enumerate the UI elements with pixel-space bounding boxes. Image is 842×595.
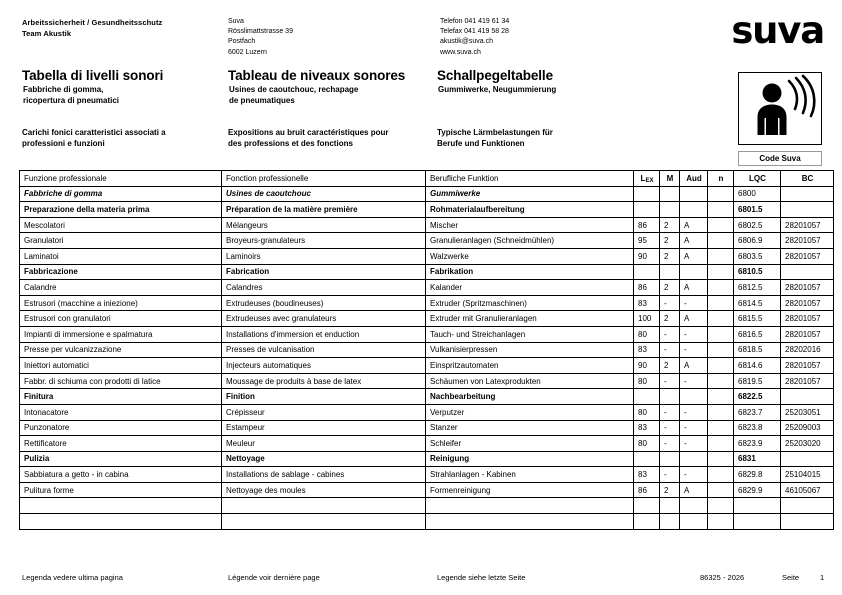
cell-lqc: 6814.6	[734, 358, 781, 374]
cell-bc: 28201057	[781, 326, 834, 342]
cell-italian	[20, 498, 222, 514]
cell-italian: Intonacatore	[20, 404, 222, 420]
cell-n	[708, 498, 734, 514]
title-main-italian: Tabella di livelli sonori	[22, 68, 164, 83]
footer-legend-italian: Legenda vedere ultima pagina	[22, 573, 123, 582]
cell-m	[660, 498, 680, 514]
cell-lqc: 6816.5	[734, 326, 781, 342]
table-row	[20, 482, 834, 498]
table-row	[20, 514, 834, 530]
cell-aud	[680, 451, 708, 467]
cell-french: Estampeur	[222, 420, 426, 436]
address-pobox: Postfach	[228, 38, 256, 46]
table-row	[20, 358, 834, 374]
cell-german: Walzwerke	[426, 248, 634, 264]
description-italian-line2: professioni e funzioni	[22, 138, 105, 148]
cell-m: -	[660, 436, 680, 452]
cell-german	[426, 498, 634, 514]
cell-french: Préparation de la matière première	[222, 202, 426, 218]
cell-m: 2	[660, 482, 680, 498]
cell-italian: Estrusori con granulatori	[20, 311, 222, 327]
cell-m: 2	[660, 311, 680, 327]
cell-bc	[781, 186, 834, 202]
sound-level-table	[19, 170, 834, 530]
cell-n	[708, 451, 734, 467]
cell-aud: -	[680, 404, 708, 420]
table-row	[20, 295, 834, 311]
cell-n	[708, 342, 734, 358]
description-french	[228, 128, 438, 149]
header-organisation	[22, 17, 162, 39]
cell-n	[708, 202, 734, 218]
code-suva-label: Code Suva	[738, 151, 822, 166]
contact-website[interactable]: www.suva.ch	[440, 48, 481, 56]
table-row	[20, 404, 834, 420]
cell-german: Nachbearbeitung	[426, 389, 634, 405]
footer-document-code: 86325 - 2026	[700, 573, 745, 582]
cell-bc: 28201057	[781, 311, 834, 327]
cell-lqc: 6823.8	[734, 420, 781, 436]
cell-aud	[680, 389, 708, 405]
cell-german: Stanzer	[426, 420, 634, 436]
cell-bc: 46105067	[781, 482, 834, 498]
cell-aud: A	[680, 280, 708, 296]
cell-lex: 80	[634, 436, 660, 452]
cell-french: Installations de sablage - cabines	[222, 467, 426, 483]
cell-italian: Laminatoi	[20, 248, 222, 264]
table-row	[20, 280, 834, 296]
column-header-lex	[634, 171, 660, 187]
cell-french: Calandres	[222, 280, 426, 296]
footer-page-number: 1	[820, 573, 825, 582]
table-row	[20, 202, 834, 218]
cell-italian: Granulatori	[20, 233, 222, 249]
cell-aud: A	[680, 248, 708, 264]
description-german	[437, 128, 647, 149]
cell-german: Schäumen von Latexprodukten	[426, 373, 634, 389]
cell-n	[708, 186, 734, 202]
cell-italian: Sabbiatura a getto - in cabina	[20, 467, 222, 483]
cell-german: Strahlanlagen - Kabinen	[426, 467, 634, 483]
footer-legend-german: Legende siehe letzte Seite	[437, 573, 526, 582]
cell-lqc	[734, 514, 781, 530]
cell-german: Tauch- und Streichanlagen	[426, 326, 634, 342]
cell-french: Installations d'immersion et enduction	[222, 326, 426, 342]
cell-german: Vulkanisierpressen	[426, 342, 634, 358]
cell-bc: 28201057	[781, 373, 834, 389]
cell-n	[708, 514, 734, 530]
cell-n	[708, 420, 734, 436]
cell-german: Extruder (Spritzmaschinen)	[426, 295, 634, 311]
cell-italian: Rettificatore	[20, 436, 222, 452]
cell-bc: 28201057	[781, 295, 834, 311]
cell-bc: 28201057	[781, 280, 834, 296]
table-row	[20, 498, 834, 514]
cell-m: -	[660, 295, 680, 311]
title-block-italian	[22, 68, 222, 106]
lex-subscript: EX	[645, 178, 654, 185]
title-sub1-french: Usines de caoutchouc, rechapage	[229, 85, 359, 94]
cell-lex: 86	[634, 217, 660, 233]
cell-lex: 100	[634, 311, 660, 327]
table-row	[20, 373, 834, 389]
cell-n	[708, 295, 734, 311]
cell-french	[222, 514, 426, 530]
cell-french: Nettoyage des moules	[222, 482, 426, 498]
cell-m	[660, 514, 680, 530]
cell-lqc: 6801.5	[734, 202, 781, 218]
cell-french: Moussage de produits à base de latex	[222, 373, 426, 389]
cell-aud: -	[680, 420, 708, 436]
cell-lqc: 6812.5	[734, 280, 781, 296]
cell-lex	[634, 202, 660, 218]
table-header-row	[20, 171, 834, 187]
cell-italian: Fabbriche di gomma	[20, 186, 222, 202]
cell-m: -	[660, 420, 680, 436]
cell-lqc	[734, 498, 781, 514]
cell-n	[708, 264, 734, 280]
cell-lex: 83	[634, 342, 660, 358]
table-row	[20, 420, 834, 436]
cell-bc: 25104015	[781, 467, 834, 483]
cell-lqc: 6806.9	[734, 233, 781, 249]
cell-lex	[634, 514, 660, 530]
cell-french: Meuleur	[222, 436, 426, 452]
cell-n	[708, 482, 734, 498]
table-row	[20, 217, 834, 233]
cell-n	[708, 436, 734, 452]
cell-bc: 25203051	[781, 404, 834, 420]
cell-lex: 80	[634, 404, 660, 420]
cell-n	[708, 326, 734, 342]
cell-italian: Mescolatori	[20, 217, 222, 233]
cell-aud	[680, 498, 708, 514]
cell-aud: A	[680, 233, 708, 249]
cell-german: Einspritzautomaten	[426, 358, 634, 374]
cell-lex	[634, 498, 660, 514]
cell-italian: Pulitura forme	[20, 482, 222, 498]
cell-french: Extrudeuses avec granulateurs	[222, 311, 426, 327]
cell-lex: 95	[634, 233, 660, 249]
cell-french: Laminoirs	[222, 248, 426, 264]
cell-m	[660, 389, 680, 405]
cell-lex: 83	[634, 467, 660, 483]
cell-m: -	[660, 373, 680, 389]
table-row	[20, 342, 834, 358]
column-header-aud: Aud	[680, 171, 708, 187]
description-french-line1: Expositions au bruit caractéristiques pour	[228, 128, 389, 137]
cell-n	[708, 280, 734, 296]
description-french-line2: des professions et des fonctions	[228, 138, 353, 148]
cell-lex	[634, 389, 660, 405]
table-row	[20, 326, 834, 342]
cell-lqc: 6815.5	[734, 311, 781, 327]
column-header-bc: BC	[781, 171, 834, 187]
cell-french: Injecteurs automatiques	[222, 358, 426, 374]
address-city: 6002 Luzern	[228, 48, 267, 56]
description-italian-line1: Carichi fonici caratteristici associati a	[22, 128, 166, 137]
cell-lqc: 6800	[734, 186, 781, 202]
cell-lqc: 6803.5	[734, 248, 781, 264]
cell-lqc: 6802.5	[734, 217, 781, 233]
cell-italian: Impianti di immersione e spalmatura	[20, 326, 222, 342]
cell-m: 2	[660, 358, 680, 374]
cell-french: Extrudeuses (boudineuses)	[222, 295, 426, 311]
cell-italian: Fabbr. di schiuma con prodotti di latice	[20, 373, 222, 389]
cell-aud	[680, 264, 708, 280]
cell-italian: Iniettori automatici	[20, 358, 222, 374]
cell-lqc: 6819.5	[734, 373, 781, 389]
table-row	[20, 233, 834, 249]
table-row	[20, 451, 834, 467]
cell-german: Kalander	[426, 280, 634, 296]
cell-m: 2	[660, 233, 680, 249]
sound-level-table-wrapper	[19, 170, 823, 530]
header-org-line1: Arbeitssicherheit / Gesundheitsschutz	[22, 18, 163, 27]
cell-aud: -	[680, 373, 708, 389]
cell-lqc: 6823.9	[734, 436, 781, 452]
cell-m: -	[660, 467, 680, 483]
address-street: Rösslimattstrasse 39	[228, 28, 293, 36]
cell-german: Rohmaterialaufbereitung	[426, 202, 634, 218]
cell-bc	[781, 389, 834, 405]
cell-lex: 83	[634, 295, 660, 311]
suva-logo: suva	[731, 9, 824, 52]
title-block-french	[228, 68, 433, 106]
column-header-italian: Funzione professionale	[20, 171, 222, 187]
noise-exposure-person-icon	[738, 72, 822, 145]
cell-m	[660, 186, 680, 202]
contact-email[interactable]: akustik@suva.ch	[440, 38, 494, 46]
cell-bc	[781, 451, 834, 467]
contact-phone: Telefon 041 419 61 34	[440, 18, 510, 25]
header-address	[228, 17, 293, 58]
cell-italian: Presse per vulcanizzazione	[20, 342, 222, 358]
cell-lex: 86	[634, 482, 660, 498]
cell-german: Fabrikation	[426, 264, 634, 280]
cell-m: -	[660, 342, 680, 358]
cell-m	[660, 451, 680, 467]
cell-french: Nettoyage	[222, 451, 426, 467]
cell-french: Broyeurs-granulateurs	[222, 233, 426, 249]
footer-page-label: Seite	[782, 573, 800, 582]
contact-fax: Telefax 041 419 58 28	[440, 28, 509, 36]
cell-aud	[680, 202, 708, 218]
cell-french	[222, 498, 426, 514]
column-header-german: Berufliche Funktion	[426, 171, 634, 187]
cell-n	[708, 373, 734, 389]
cell-italian: Finitura	[20, 389, 222, 405]
cell-aud: A	[680, 217, 708, 233]
table-row	[20, 264, 834, 280]
cell-lqc: 6831	[734, 451, 781, 467]
cell-bc: 28201057	[781, 248, 834, 264]
cell-french: Fabrication	[222, 264, 426, 280]
table-body	[20, 186, 834, 530]
cell-lex	[634, 451, 660, 467]
cell-lex	[634, 186, 660, 202]
cell-m: 2	[660, 217, 680, 233]
column-header-n: n	[708, 171, 734, 187]
cell-lex: 80	[634, 373, 660, 389]
table-row	[20, 186, 834, 202]
cell-german	[426, 514, 634, 530]
cell-lqc: 6829.9	[734, 482, 781, 498]
cell-bc: 25209003	[781, 420, 834, 436]
description-italian	[22, 128, 227, 149]
cell-bc: 28201057	[781, 217, 834, 233]
cell-german: Mischer	[426, 217, 634, 233]
cell-aud: -	[680, 326, 708, 342]
cell-german: Verputzer	[426, 404, 634, 420]
cell-bc: 28202016	[781, 342, 834, 358]
cell-lqc: 6823.7	[734, 404, 781, 420]
cell-lqc: 6814.5	[734, 295, 781, 311]
cell-italian	[20, 514, 222, 530]
cell-n	[708, 217, 734, 233]
cell-aud	[680, 186, 708, 202]
cell-lqc: 6810.5	[734, 264, 781, 280]
column-header-french: Fonction professionelle	[222, 171, 426, 187]
cell-bc: 25203020	[781, 436, 834, 452]
cell-m	[660, 202, 680, 218]
cell-french: Finition	[222, 389, 426, 405]
cell-aud	[680, 514, 708, 530]
description-german-line1: Typische Lärmbelastungen für	[437, 128, 553, 137]
cell-italian: Punzonatore	[20, 420, 222, 436]
cell-lex: 90	[634, 248, 660, 264]
table-row	[20, 436, 834, 452]
cell-bc	[781, 514, 834, 530]
cell-german: Reinigung	[426, 451, 634, 467]
cell-lqc: 6829.8	[734, 467, 781, 483]
table-row	[20, 389, 834, 405]
column-header-lqc: LQC	[734, 171, 781, 187]
cell-bc	[781, 264, 834, 280]
cell-n	[708, 233, 734, 249]
cell-french: Presses de vulcanisation	[222, 342, 426, 358]
title-main-german: Schallpegeltabelle	[437, 68, 553, 83]
title-sub1-german: Gummiwerke, Neugummierung	[438, 85, 557, 94]
cell-m: -	[660, 326, 680, 342]
cell-italian: Fabbricazione	[20, 264, 222, 280]
column-header-m: M	[660, 171, 680, 187]
cell-bc: 28201057	[781, 233, 834, 249]
cell-m: 2	[660, 280, 680, 296]
table-row	[20, 311, 834, 327]
cell-german: Formenreinigung	[426, 482, 634, 498]
cell-m: 2	[660, 248, 680, 264]
cell-french: Mélangeurs	[222, 217, 426, 233]
cell-aud: A	[680, 311, 708, 327]
cell-german: Granulieranlagen (Schneidmühlen)	[426, 233, 634, 249]
title-block-german	[437, 68, 647, 96]
cell-aud: -	[680, 467, 708, 483]
cell-n	[708, 389, 734, 405]
lex-base: L	[640, 173, 646, 183]
title-sub1-italian: Fabbriche di gomma,	[23, 85, 104, 94]
cell-lex: 86	[634, 280, 660, 296]
cell-aud: -	[680, 436, 708, 452]
cell-m	[660, 264, 680, 280]
cell-lex: 90	[634, 358, 660, 374]
cell-lex: 83	[634, 420, 660, 436]
cell-bc	[781, 498, 834, 514]
cell-n	[708, 467, 734, 483]
cell-n	[708, 358, 734, 374]
cell-n	[708, 248, 734, 264]
footer-legend-french: Légende voir dernière page	[228, 573, 320, 582]
header-org-line2: Team Akustik	[22, 29, 72, 38]
title-main-french: Tableau de niveaux sonores	[228, 68, 406, 83]
address-company: Suva	[228, 18, 244, 25]
cell-aud: A	[680, 358, 708, 374]
cell-french: Usines de caoutchouc	[222, 186, 426, 202]
cell-aud: -	[680, 295, 708, 311]
cell-lex	[634, 264, 660, 280]
cell-n	[708, 311, 734, 327]
cell-italian: Pulizia	[20, 451, 222, 467]
cell-german: Gummiwerke	[426, 186, 634, 202]
cell-aud: -	[680, 342, 708, 358]
cell-bc: 28201057	[781, 358, 834, 374]
table-row	[20, 248, 834, 264]
title-sub2-italian: ricopertura di pneumatici	[23, 95, 120, 105]
cell-lqc: 6822.5	[734, 389, 781, 405]
cell-aud: A	[680, 482, 708, 498]
cell-italian: Preparazione della materia prima	[20, 202, 222, 218]
header-contact	[440, 17, 509, 58]
cell-m: -	[660, 404, 680, 420]
cell-lqc: 6818.5	[734, 342, 781, 358]
cell-italian: Estrusori (macchine a iniezione)	[20, 295, 222, 311]
cell-bc	[781, 202, 834, 218]
table-row	[20, 467, 834, 483]
description-german-line2: Berufe und Funktionen	[437, 138, 525, 148]
cell-french: Crépisseur	[222, 404, 426, 420]
cell-german: Schleifer	[426, 436, 634, 452]
cell-lex: 80	[634, 326, 660, 342]
cell-italian: Calandre	[20, 280, 222, 296]
title-sub2-french: de pneumatiques	[229, 95, 295, 105]
cell-german: Extruder mit Granulieranlagen	[426, 311, 634, 327]
cell-n	[708, 404, 734, 420]
